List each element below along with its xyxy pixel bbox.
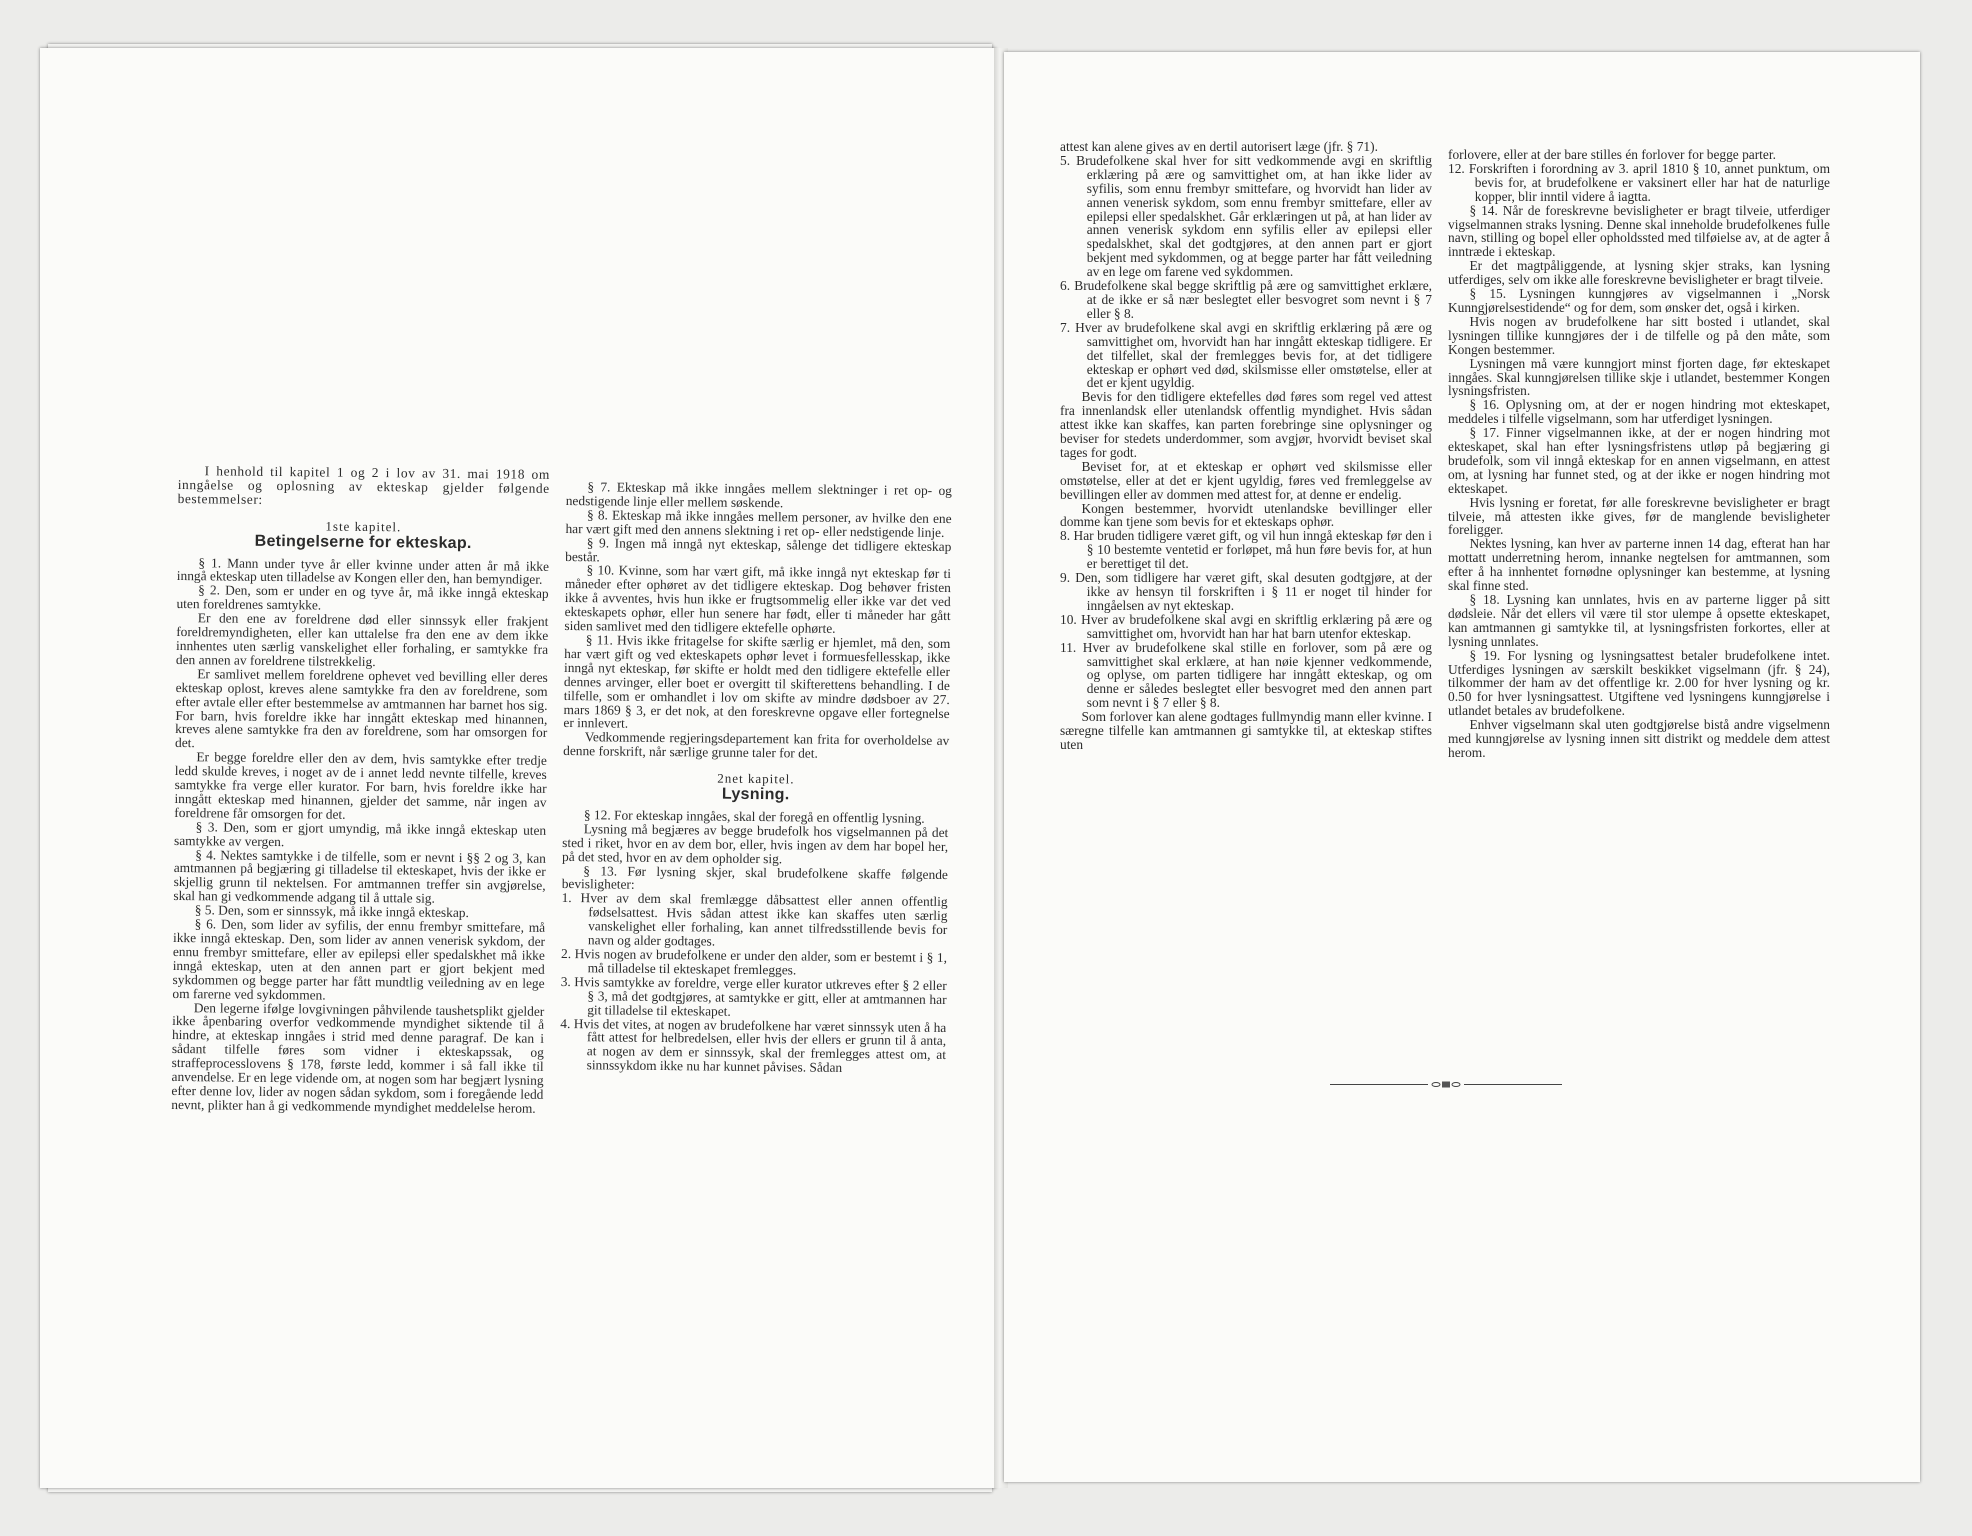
paragraph: Bevis for den tidligere ektefelles død føres som regel ved attest fra innenlandsk eller utenlandsk offentlig myndighet. Hvis sådan attest ikke kan skaffes, kan parten forebringe sine oplysninger og beviser for stedets underdommer, som avgjør, hvorvidt beviset skal tages for godt. — [1060, 389, 1432, 460]
paragraph: § 18. Lysning kan unnlates, hvis en av parterne ligger på sitt dødsleie. Når det ellers vil være til stor ulempe å opsette ekteskapet, kan amtmannen gi samtykke til, at lysningsfristen forkortes, eller at lysning unnlates. — [1448, 592, 1830, 649]
paragraph: Lysning må begjæres av begge brudefolk hos vigselmannen på det sted i riket, hvor en av dem bor, eller, hvis ingen av dem har bopel her, på det sted, hvor en av dem opholder sig. — [561, 821, 949, 866]
paragraph: Hvis lysning er foretat, før alle foreskrevne bevisligheter er bragt tilveie, må attesten ikke gives, før de manglende bevisligheter foreligger. — [1448, 494, 1830, 538]
paragraph: § 8. Ekteskap må ikke inngåes mellem personer, av hvilke den ene har vært gift med den annens slektning i ret op- eller nedstigende linje. — [565, 507, 952, 540]
paragraph: § 16. Oplysning om, at der er nogen hindring mot ekteskapet, meddeles i tilfelle vigselmann, som har utferdiget lysningen. — [1448, 397, 1830, 427]
paragraph: Er det magtpåliggende, at lysning skjer straks, kan lysning utferdiges, selv om ikke alle foreskrevne bevisligheter er bragt tilveie. — [1448, 258, 1830, 288]
paragraph: Er samlivet mellem foreldrene ophevet ved bevilling eller deres ekteskap oplost, kreves alene samtykke fra den av foreldrene, som efter avtale eller efter bestemmelse av amtmannen har barnet hos sig. For barn, hvis foreldre ikke har inngått ekteskap med hinannen, kreves alene samtykke fra den av foreldrene, som har omsorgen for det. — [175, 665, 548, 751]
paragraph: 4. Hvis det vites, at nogen av brudefolkene har været sinnssyk uten å ha fått attest for helbredelsen, eller hvis der ellers er grunn til å anta, at nogen av dem er sinnssyk, skal der fremlegges attest om, at sinnssykdom ikke nu har kunnet påvises. Sådan — [560, 1015, 947, 1076]
paragraph: 6. Brudefolkene skal begge skriftlig på ære og samvittighet erklære, at de ikke er så nær beslegtet eller besvogret som nevnt i § 7 eller § 8. — [1060, 278, 1432, 321]
paragraph: Vedkommende regjeringsdepartement kan frita for overholdelse av denne forskrift, når særlige grunne taler for det. — [563, 729, 950, 761]
paragraph: I henhold til kapitel 1 og 2 i lov av 31. mai 1918 om inngåelse og oplosning av ekteskap gjelder følgende bestemmelser: — [177, 463, 550, 507]
paragraph: Er den ene av foreldrene død eller sinnssyk eller frakjent foreldremyndigheten, eller kan uttalelse fra den ene av dem ikke innhentes uten særlig vanskelighet eller forhaling, er samtykke fra den annen av foreldrene tilstrekkelig. — [175, 610, 549, 669]
paragraph: § 1. Mann under tyve år eller kvinne under atten år må ikke inngå ekteskap uten tilladelse av Kongen eller den, han bemyndiger. — [176, 554, 550, 588]
paragraph: Lysningen må være kunngjort minst fjorten dage, før ekteskapet inngåes. Skal kunngjørelsen tillike skje i utlandet, bestemmer Kongen lysningsfristen. — [1448, 355, 1830, 399]
paragraph: 9. Den, som tidligere har været gift, skal desuten godtgjøre, at der ikke av hensyn til forskriften i § 11 er noget til hinder for inngåelsen av nyt ekteskap. — [1060, 570, 1432, 613]
paragraph: attest kan alene gives av en dertil autorisert læge (jfr. § 71). — [1060, 139, 1378, 154]
paragraph: 1. Hver av dem skal fremlægge dåbsattest eller annen offentlig fødselsattest. Hvis sådan attest ikke kan skaffes uten særlig vanskelighet eller forhaling, kan annet tilfredsstillende bevis for navn og alder godtages. — [561, 890, 948, 949]
left-page-column-2 — [560, 480, 952, 1076]
paragraph: § 2. Den, som er under en og tyve år, må ikke inngå ekteskap uten foreldrenes samtykke. — [176, 582, 549, 613]
right-page-column-1 — [1060, 140, 1432, 752]
paragraph: 3. Hvis samtykke av foreldre, verge eller kurator utkreves efter § 2 eller § 3, må det godtgjøres, at samtykke er gitt, eller at amtmannen har git tilladelse til ekteskapet. — [560, 973, 947, 1019]
paragraph: § 9. Ingen må inngå nyt ekteskap, sålenge det tidligere ekteskap består. — [565, 534, 952, 564]
paragraph: Enhver vigselmann skal uten godtgjørelse bistå andre vigselmenn med kunngjørelse av lysning innen sitt distrikt og meddele dem attest herom. — [1448, 717, 1830, 760]
paragraph: Nektes lysning, kan hver av parterne innen 14 dag, efterat han har mottatt underretning herom, innanke negtelsen for amtmannen, som efter å ha innhentet fornødne oplysninger kan bestemme, at lysning skal finne sted. — [1448, 536, 1830, 594]
paragraph: § 7. Ekteskap må ikke inngåes mellem slektninger i ret op- og nedstigende linje eller mellem søskende. — [565, 479, 952, 511]
paragraph: § 13. Før lysning skjer, skal brudefolkene skaffe følgende bevisligheter: — [561, 862, 948, 893]
paragraph: 2. Hvis nogen av brudefolkene er under den alder, som er bestemt i § 1, må tilladelse til ekteskapet fremlegges. — [560, 945, 948, 978]
paragraph: Hvis nogen av brudefolkene har sitt bosted i utlandet, skal lysningen tillike kunngjøres der i de tilfelle og på den måte, som Kongen bestemmer. — [1448, 313, 1830, 357]
paragraph: § 17. Finner vigselmannen ikke, at der er nogen hindring mot ekteskapet, skal han efter lysningsfristens utløp på begjæring gi brudefolk, som vil inngå ekteskap for en annen vigselmann, en attest om, at lysning har funnet sted, og at der ikke er nogen hindring mot ekteskapet. — [1448, 425, 1830, 496]
paragraph: § 3. Den, som er gjort umyndig, må ikke inngå ekteskap uten samtykke av vergen. — [173, 818, 547, 849]
paragraph: § 14. Når de foreskrevne bevisligheter er bragt tilveie, utferdiger vigselmannen straks lysning. Denne skal inneholde brudefolkenes fulle navn, stilling og bopel eller opholdssted med tilføielse av, at de agter å inntræde i ekteskap. — [1448, 202, 1830, 260]
paragraph: Som forlover kan alene godtages fullmyndig mann eller kvinne. I særegne tilfelle kan amtmannen gi samtykke til, at ekteskap stiftes uten — [1060, 709, 1432, 752]
paragraph: forlovere, eller at der bare stilles én forlover for begge parter. — [1448, 147, 1776, 162]
chapter-heading: Lysning. — [721, 785, 790, 804]
left-page-column-1 — [171, 464, 550, 1116]
paragraph: 7. Hver av brudefolkene skal avgi en skriftlig erklæring på ære og samvittighet om, hvorvidt han har inngått ekteskap tidligere. Er det tilfellet, skal der fremlegges bevis for, at det tidligere ekteskap er ophørt ved død, skilsmisse eller omstøtelse, eller at det er kjent ugyldig. — [1060, 319, 1432, 391]
paragraph: 12. Forskriften i forordning av 3. april 1810 § 10, annet punktum, om bevis for, at brudefolkene er vaksinert eller har hat de naturlige kopper, blir inntil videre å iagtta. — [1448, 160, 1830, 204]
paragraph: § 4. Nektes samtykke i de tilfelle, som er nevnt i §§ 2 og 3, kan amtmannen på begjæring gi tilladelse til ekteskapet, hvis der ikke er skjellig grunn til nektelsen. For amtmannen treffer sin avgjørelse, skal han gi vedkommende adgang til å uttale sig. — [173, 846, 546, 906]
paragraph: § 19. For lysning og lysningsattest betaler brudefolkene intet. Utferdiges lysningen av særskilt beskikket vigselmann (jfr. § 24), tilkommer der ham av det offentlige kr. 2.00 for hver lysning og kr. 0.50 for hver lysningsattest. Utgiftene ved lysningens kunngjørelse i utlandet betales av brudefolkene. — [1448, 647, 1830, 719]
paragraph: Kongen bestemmer, hvorvidt utenlandske bevillinger eller domme kan tjene som bevis for et ekteskaps ophør. — [1060, 500, 1432, 530]
paragraph: § 12. For ekteskap inngåes, skal der foregå en offentlig lysning. — [583, 807, 925, 826]
paragraph: § 5. Den, som er sinnssyk, må ikke inngå ekteskap. — [194, 902, 469, 921]
right-page-column-2 — [1448, 148, 1830, 760]
chapter-heading: Betingelserne for ekteskap. — [254, 532, 472, 552]
paragraph: § 11. Hvis ikke fritagelse for skifte særlig er hjemlet, må den, som har vært gift og ved ekteskapets ophør levet i formuesfellesskap, ikke inngå nyt ekteskap, før skifte er holdt med den tidligere ektefelle eller dennes arvinger, eller boet er overgitt til skifterettens behandling. I de tilfelle, som er omhandlet i lov om skifte av mindre dødsboer av 27. mars 1869 § 3, er det nok, at den foreskrevne opgave eller fortegnelse er innlevert. — [563, 632, 951, 732]
paragraph: § 6. Den, som lider av syfilis, der ennu frembyr smittefare, må ikke inngå ekteskap. Den, som lider av annen venerisk sykdom, der ennu frembyr smittefare, eller av epilepsi eller spedalskhet må ikke inngå ekteskap, uten at den annen part er gjort bekjent med sykdommen og begge parter har fått mundtlig veiledning av en lege om farerne ved sykdommen. — [172, 916, 546, 1003]
paragraph: 5. Brudefolkene skal hver for sitt vedkommende avgi en skriftlig erklæring på ære og samvittighet om, at han ikke lider av syfilis, som ennu frembyr smittefare, og hvorvidt han lider av annen venerisk sykdom, som ennu frembyr smittefare, eller av epilepsi eller spedalskhet. Går erklæringen ut på, at han lider av annen venerisk sykdom enn syfilis eller av epilepsi eller spedalskhet, skal det godtgjøres, at den annen part er gjort bekjent med sykdommen, og at begge parter har fått veiledning av en lege om farene ved sykdommen. — [1060, 152, 1432, 280]
chapter-number: 2net kapitel. — [717, 770, 795, 787]
paragraph: § 10. Kvinne, som har vært gift, må ikke inngå nyt ekteskap før ti måneder efter ophøret av det tidligere ekteskap. Dog behøver fristen ikke å avventes, hvis hun ikke er frugtsommelig eller ikke var det ved ekteskapets ophør, eller hun senere har født, eller ti måneder har gått siden samlivet med den tidligere ektefelle ophørte. — [564, 562, 952, 636]
paragraph: Er begge foreldre eller den av dem, hvis samtykke efter tredje ledd skulde kreves, i noget av de i annet ledd nevnte tilfelle, kreves samtykke fra verge eller kurator. For barn, hvis foreldre ikke har inngått ekteskap med hinannen, gjelder det samme, når ingen av foreldrene får omsorgen for det. — [174, 749, 547, 822]
ornament-icon — [1430, 1080, 1462, 1089]
chapter-number: 1ste kapitel. — [325, 518, 402, 535]
paragraph: 10. Hver av brudefolkene skal avgi en skriftlig erklæring på ære og samvittighet om, hvorvidt han har hat barn utenfor ekteskap. — [1060, 611, 1432, 641]
end-ornament-divider — [1330, 1080, 1562, 1090]
paragraph: Den legerne ifølge lovgivningen påhvilende taushetsplikt gjelder ikke åpenbaring overfor vedkommende myndighet siktende til å hindre, at ekteskap inngåes i strid med denne paragraf. De kan i sådant tilfelle føres som vidner i ekteskapssak, og straffeprocesslovens § 178, første ledd, kommer i så fall ikke til anvendelse. Er en lege vidende om, at nogen som har begjært lysning efter denne lov, lider av nogen sådan sykdom, som i foregående ledd nevnt, plikter han å gi vedkommende myndighet meddelelse herom. — [171, 999, 545, 1116]
paragraph: § 15. Lysningen kunngjøres av vigselmannen i „Norsk Kunngjørelsestidende“ og for dem, som ønsker det, også i kirken. — [1448, 286, 1830, 315]
paragraph: 8. Har bruden tidligere været gift, og vil hun inngå ekteskap før den i § 10 bestemte ventetid er forløpet, må hun føre bevis for, at hun er berettiget til det. — [1060, 528, 1432, 572]
paragraph: Beviset for, at et ekteskap er ophørt ved skilsmisse eller omstøtelse, eller at det er kjent ugyldig, føres ved fremleggelse av bevillingen eller av dommen med attest for, at denne er endelig. — [1060, 458, 1432, 502]
paragraph: 11. Hver av brudefolkene skal stille en forlover, som på ære og samvittighet skal erklære, at han nøie kjenner vedkommende, og oplyse, om parten tidligere har inngått ekteskap, og om denne er således beslegtet eller besvogret med den annen part som nevnt i § 7 eller § 8. — [1060, 639, 1432, 711]
